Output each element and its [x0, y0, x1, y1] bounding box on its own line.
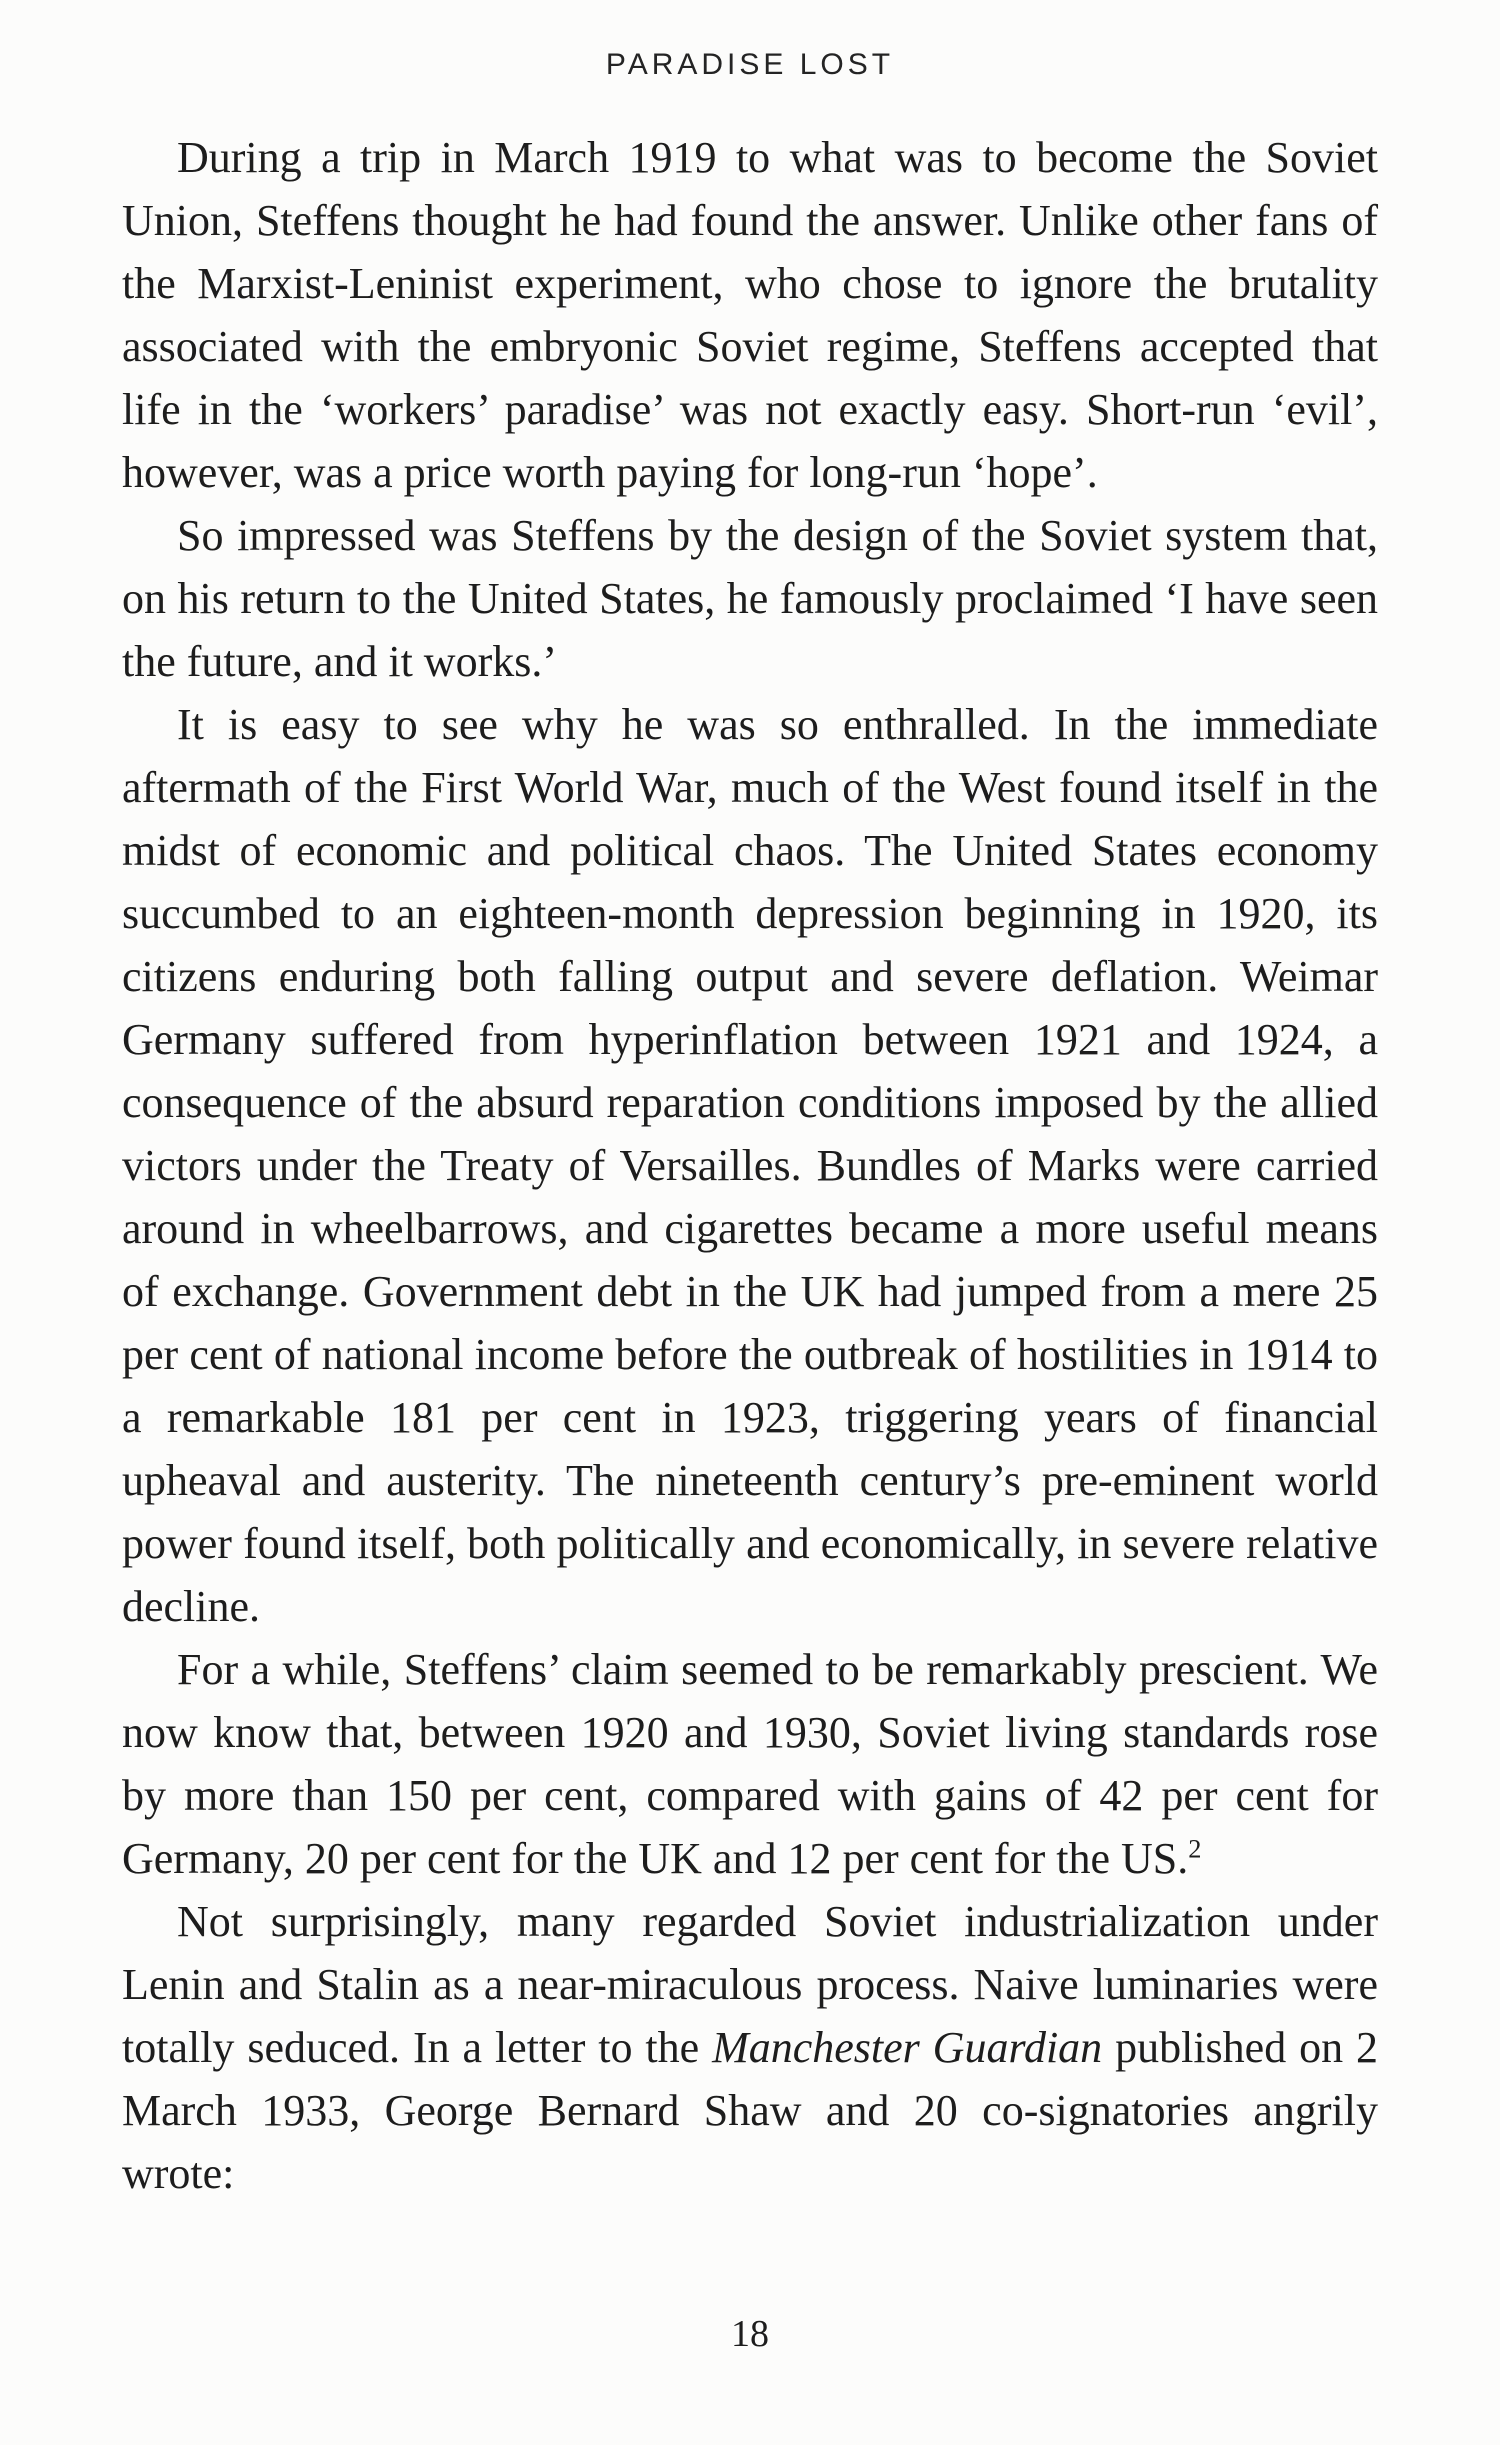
paragraph	[122, 1890, 1378, 2205]
paragraph	[122, 1638, 1378, 1890]
footnote-reference: 2	[1188, 1833, 1202, 1864]
running-head: PARADISE LOST	[605, 48, 895, 81]
paragraph	[122, 693, 1378, 1638]
page-number: 18	[731, 2313, 769, 2355]
text-segment: For a while, Steffens’ claim seemed to be remarkably prescient. We now know that, between 1920 and 1930, Soviet living standards rose by more than 150 per cent, compared with gains of 42 per cent for Germany, 20 per cent for the UK and 12 per cent for the US.	[122, 1645, 1378, 1883]
page-body	[122, 126, 1378, 2205]
paragraph	[122, 126, 1378, 504]
text-segment: It is easy to see why he was so enthralled. In the immediate aftermath of the First World War, much of the West found itself in the midst of economic and political chaos. The United States economy succumbed to an eighteen-month depression beginning in 1920, its citizens enduring both falling output and severe deflation. Weimar Germany suffered from hyperinflation between 1921 and 1924, a consequence of the absurd reparation conditions imposed by the allied victors under the Treaty of Versailles. Bundles of Marks were carried around in wheelbarrows, and cigarettes became a more useful means of exchange. Government debt in the UK had jumped from a mere 25 per cent of national income before the outbreak of hostilities in 1914 to a remarkable 181 per cent in 1923, triggering years of financial upheaval and austerity. The nineteenth century’s pre-eminent world power found itself, both politically and economically, in severe relative decline.	[122, 700, 1378, 1631]
paragraph	[122, 504, 1378, 693]
text-segment: published on 2 March 1933, George Bernard Shaw and 20 co-signatories angrily wrote:	[122, 2023, 1379, 2198]
text-segment: During a trip in March 1919 to what was to become the Soviet Union, Steffens thought he had found the answer. Unlike other fans of the Marxist-Leninist experiment, who chose to ignore the brutality associated with the embryonic Soviet regime, Steffens accepted that life in the ‘workers’ paradise’ was not exactly easy. Short-run ‘evil’, however, was a price worth paying for long-run ‘hope’.	[122, 133, 1378, 497]
text-segment: Not surprisingly, many regarded Soviet industrialization under Lenin and Stalin as a near-miraculous process. Naive luminaries were totally seduced. In a letter to the	[122, 1897, 1378, 2072]
text-segment: So impressed was Steffens by the design of the Soviet system that, on his return to the United States, he famously proclaimed ‘I have seen the future, and it works.’	[122, 511, 1378, 686]
italic-text: Manchester Guardian	[712, 2023, 1103, 2072]
